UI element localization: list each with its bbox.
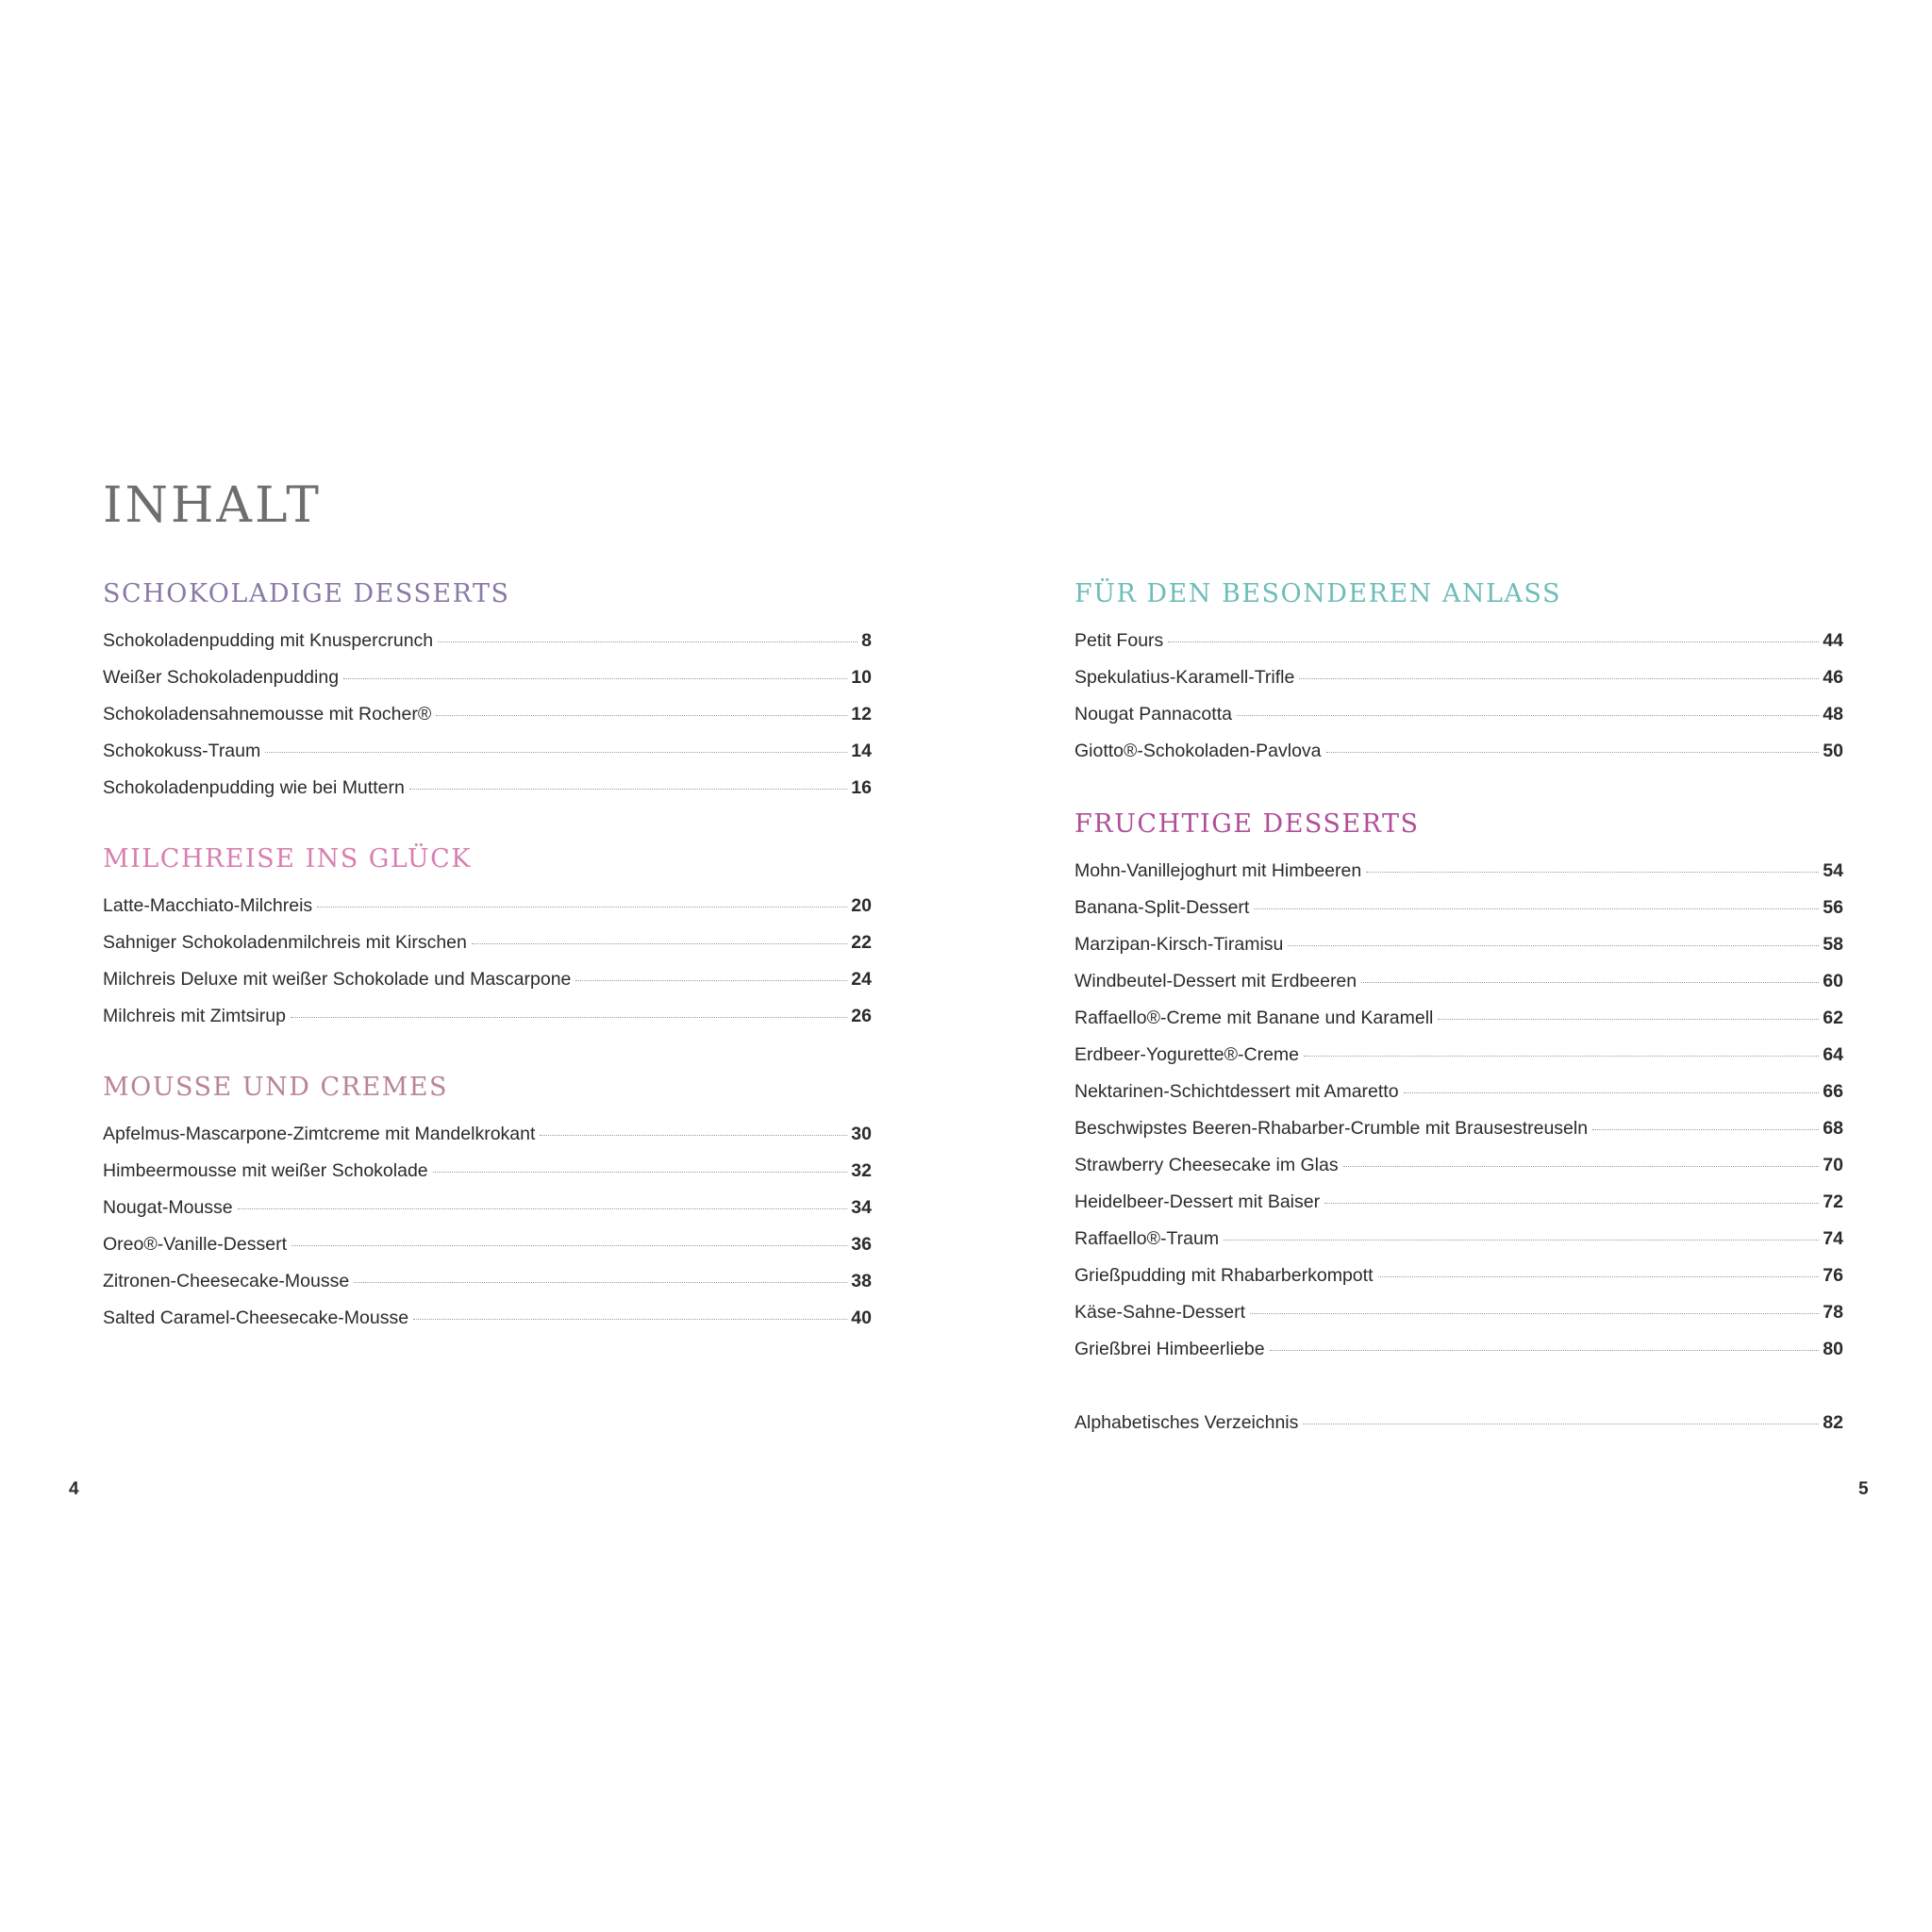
toc-entry-label: Nougat-Mousse xyxy=(103,1197,233,1218)
dot-leader xyxy=(540,1135,847,1136)
toc-entry-label: Raffaello®-Creme mit Banane und Karamell xyxy=(1074,1008,1434,1028)
toc-entry[interactable] xyxy=(103,1153,872,1190)
toc-entry-label: Grießbrei Himbeerliebe xyxy=(1074,1339,1265,1359)
toc-entry[interactable] xyxy=(103,924,872,961)
toc-entry[interactable] xyxy=(103,623,872,659)
section-title: FRUCHTIGE DESSERTS xyxy=(1074,809,1420,839)
toc-entry-page: 22 xyxy=(851,932,872,953)
dot-leader xyxy=(409,789,847,790)
toc-entry-page: 56 xyxy=(1823,897,1843,918)
toc-entry-page: 60 xyxy=(1823,971,1843,991)
toc-entry[interactable] xyxy=(103,733,872,770)
toc-entry-label: Heidelbeer-Dessert mit Baiser xyxy=(1074,1191,1321,1212)
toc-entry[interactable] xyxy=(103,696,872,733)
toc-entry[interactable] xyxy=(1074,1294,1843,1331)
toc-entry[interactable] xyxy=(1074,1074,1843,1110)
toc-entry[interactable] xyxy=(1074,659,1843,696)
dot-leader xyxy=(1326,752,1820,753)
toc-entry[interactable] xyxy=(1074,963,1843,1000)
toc-entry-label: Raffaello®-Traum xyxy=(1074,1228,1220,1249)
dot-leader xyxy=(1343,1166,1820,1167)
toc-entry[interactable] xyxy=(103,888,872,924)
toc-entry[interactable] xyxy=(103,659,872,696)
toc-entry-label: Marzipan-Kirsch-Tiramisu xyxy=(1074,934,1284,955)
toc-entry[interactable] xyxy=(1074,1000,1843,1037)
toc-section xyxy=(103,842,872,1035)
toc-entry-label: Strawberry Cheesecake im Glas xyxy=(1074,1155,1339,1175)
toc-entry[interactable] xyxy=(103,1226,872,1263)
dot-leader xyxy=(265,752,847,753)
right-toc-column xyxy=(1074,577,1843,1441)
toc-entry[interactable] xyxy=(103,998,872,1035)
dot-leader xyxy=(317,907,847,908)
dot-leader xyxy=(1224,1240,1819,1241)
dot-leader xyxy=(1237,715,1819,716)
dot-leader xyxy=(1250,1313,1819,1314)
toc-section xyxy=(1074,577,1843,770)
toc-section xyxy=(1074,808,1843,1368)
toc-entry[interactable] xyxy=(1074,890,1843,926)
toc-entry-label: Petit Fours xyxy=(1074,630,1164,651)
toc-entry[interactable] xyxy=(1074,1221,1843,1257)
toc-entry-label: Mohn-Vanillejoghurt mit Himbeeren xyxy=(1074,860,1362,881)
dot-leader xyxy=(1366,872,1819,873)
toc-entry-page: 38 xyxy=(851,1271,872,1291)
toc-entry[interactable] xyxy=(103,1263,872,1300)
toc-entry-page: 62 xyxy=(1823,1008,1843,1028)
toc-entry-label: Milchreis Deluxe mit weißer Schokolade und Mascarpone xyxy=(103,969,572,990)
toc-entry-label: Apfelmus-Mascarpone-Zimtcreme mit Mandelkrokant xyxy=(103,1124,536,1144)
toc-entry-page: 8 xyxy=(861,630,872,651)
toc-entry[interactable] xyxy=(1074,696,1843,733)
toc-entry-page: 30 xyxy=(851,1124,872,1144)
toc-entry-page: 40 xyxy=(851,1307,872,1328)
toc-entry-label: Schokoladenpudding wie bei Muttern xyxy=(103,777,405,798)
dot-leader xyxy=(1168,641,1819,642)
toc-entry-label: Latte-Macchiato-Milchreis xyxy=(103,895,313,916)
toc-entry-page: 14 xyxy=(851,741,872,761)
section-title: MILCHREISE INS GLÜCK xyxy=(103,844,472,874)
section-title: SCHOKOLADIGE DESSERTS xyxy=(103,579,510,608)
toc-entry-page: 34 xyxy=(851,1197,872,1218)
toc-entry-page: 74 xyxy=(1823,1228,1843,1249)
toc-entry-label: Nougat Pannacotta xyxy=(1074,704,1232,724)
toc-entry-page: 76 xyxy=(1823,1265,1843,1286)
dot-leader xyxy=(1254,908,1819,909)
toc-entry[interactable] xyxy=(1074,926,1843,963)
toc-entry[interactable] xyxy=(1074,1147,1843,1184)
toc-entry-label: Sahniger Schokoladenmilchreis mit Kirschen xyxy=(103,932,467,953)
toc-entry-label: Schokoladenpudding mit Knuspercrunch xyxy=(103,630,434,651)
toc-entry-page: 20 xyxy=(851,895,872,916)
dot-leader xyxy=(238,1208,848,1209)
section-title: FÜR DEN BESONDEREN ANLASS xyxy=(1074,579,1561,608)
dot-leader xyxy=(354,1282,847,1283)
toc-entry-page: 80 xyxy=(1823,1339,1843,1359)
dot-leader xyxy=(1361,982,1819,983)
toc-entry[interactable] xyxy=(1074,1257,1843,1294)
toc-entry-page: 78 xyxy=(1823,1302,1843,1323)
section-title: MOUSSE UND CREMES xyxy=(103,1073,449,1102)
toc-entry-label: Banana-Split-Dessert xyxy=(1074,897,1250,918)
toc-entry-label: Giotto®-Schokoladen-Pavlova xyxy=(1074,741,1322,761)
page-title: INHALT xyxy=(103,477,322,534)
dot-leader xyxy=(433,1172,848,1173)
dot-leader xyxy=(343,678,847,679)
toc-entry-page: 24 xyxy=(851,969,872,990)
dot-leader xyxy=(1288,945,1819,946)
toc-entry-label: Zitronen-Cheesecake-Mousse xyxy=(103,1271,350,1291)
toc-entry-label: Schokoladensahnemousse mit Rocher® xyxy=(103,704,432,724)
toc-entry-page: 54 xyxy=(1823,860,1843,881)
toc-entry-page: 68 xyxy=(1823,1118,1843,1139)
toc-entry-page: 72 xyxy=(1823,1191,1843,1212)
toc-entry-page: 64 xyxy=(1823,1044,1843,1065)
dot-leader xyxy=(413,1319,847,1320)
toc-entry-page: 48 xyxy=(1823,704,1843,724)
dot-leader xyxy=(438,641,858,642)
toc-entry-label: Grießpudding mit Rhabarberkompott xyxy=(1074,1265,1374,1286)
toc-entry-page: 32 xyxy=(851,1160,872,1181)
dot-leader xyxy=(575,980,847,981)
dot-leader xyxy=(1378,1276,1820,1277)
toc-entry-appendix[interactable] xyxy=(1074,1405,1843,1441)
toc-section xyxy=(103,1071,872,1337)
toc-entry-page: 66 xyxy=(1823,1081,1843,1102)
dot-leader xyxy=(291,1245,847,1246)
toc-entry-label: Schokokuss-Traum xyxy=(103,741,261,761)
toc-entry-page: 50 xyxy=(1823,741,1843,761)
left-toc-column xyxy=(103,577,872,1337)
toc-entry-label: Oreo®-Vanille-Dessert xyxy=(103,1234,287,1255)
toc-entry[interactable] xyxy=(1074,733,1843,770)
dot-leader xyxy=(1324,1203,1819,1204)
toc-entry[interactable] xyxy=(1074,853,1843,890)
dot-leader xyxy=(1592,1129,1819,1130)
toc-entry-label: Milchreis mit Zimtsirup xyxy=(103,1006,286,1026)
toc-entry-label: Nektarinen-Schichtdessert mit Amaretto xyxy=(1074,1081,1399,1102)
toc-entry-label: Salted Caramel-Cheesecake-Mousse xyxy=(103,1307,409,1328)
toc-entry-label: Weißer Schokoladenpudding xyxy=(103,667,340,688)
dot-leader xyxy=(1438,1019,1819,1020)
dot-leader xyxy=(1304,1056,1819,1057)
dot-leader xyxy=(1404,1092,1820,1093)
toc-entry[interactable] xyxy=(103,1190,872,1226)
dot-leader xyxy=(472,943,847,944)
toc-entry[interactable] xyxy=(103,1300,872,1337)
toc-entry[interactable] xyxy=(1074,1037,1843,1074)
toc-entry-page: 26 xyxy=(851,1006,872,1026)
folio-right: 5 xyxy=(1858,1479,1869,1499)
toc-entry-page: 16 xyxy=(851,777,872,798)
toc-entry-label: Käse-Sahne-Dessert xyxy=(1074,1302,1246,1323)
toc-entry-page: 58 xyxy=(1823,934,1843,955)
toc-entry[interactable] xyxy=(1074,1184,1843,1221)
dot-leader xyxy=(1299,678,1819,679)
dot-leader xyxy=(1270,1350,1820,1351)
toc-entry-label: Spekulatius-Karamell-Trifle xyxy=(1074,667,1295,688)
right-toc-sections xyxy=(1074,577,1843,1368)
toc-entry[interactable] xyxy=(103,770,872,807)
toc-entry-page: 82 xyxy=(1823,1412,1843,1433)
toc-entry-label: Alphabetisches Verzeichnis xyxy=(1074,1412,1299,1433)
toc-entry-page: 10 xyxy=(851,667,872,688)
folio-left: 4 xyxy=(69,1479,79,1499)
toc-entry-page: 46 xyxy=(1823,667,1843,688)
toc-entry[interactable] xyxy=(103,961,872,998)
toc-entry-label: Beschwipstes Beeren-Rhabarber-Crumble mit Brausestreuseln xyxy=(1074,1118,1589,1139)
toc-entry-label: Himbeermousse mit weißer Schokolade xyxy=(103,1160,428,1181)
toc-entry[interactable] xyxy=(1074,623,1843,659)
toc-entry-page: 44 xyxy=(1823,630,1843,651)
toc-entry-page: 36 xyxy=(851,1234,872,1255)
dot-leader xyxy=(291,1017,847,1018)
toc-entry-page: 12 xyxy=(851,704,872,724)
toc-entry-page: 70 xyxy=(1823,1155,1843,1175)
toc-entry-label: Erdbeer-Yogurette®-Creme xyxy=(1074,1044,1300,1065)
toc-entry[interactable] xyxy=(1074,1331,1843,1368)
toc-section xyxy=(103,577,872,807)
toc-entry-label: Windbeutel-Dessert mit Erdbeeren xyxy=(1074,971,1357,991)
toc-entry[interactable] xyxy=(103,1116,872,1153)
toc-entry[interactable] xyxy=(1074,1110,1843,1147)
dot-leader xyxy=(436,715,847,716)
